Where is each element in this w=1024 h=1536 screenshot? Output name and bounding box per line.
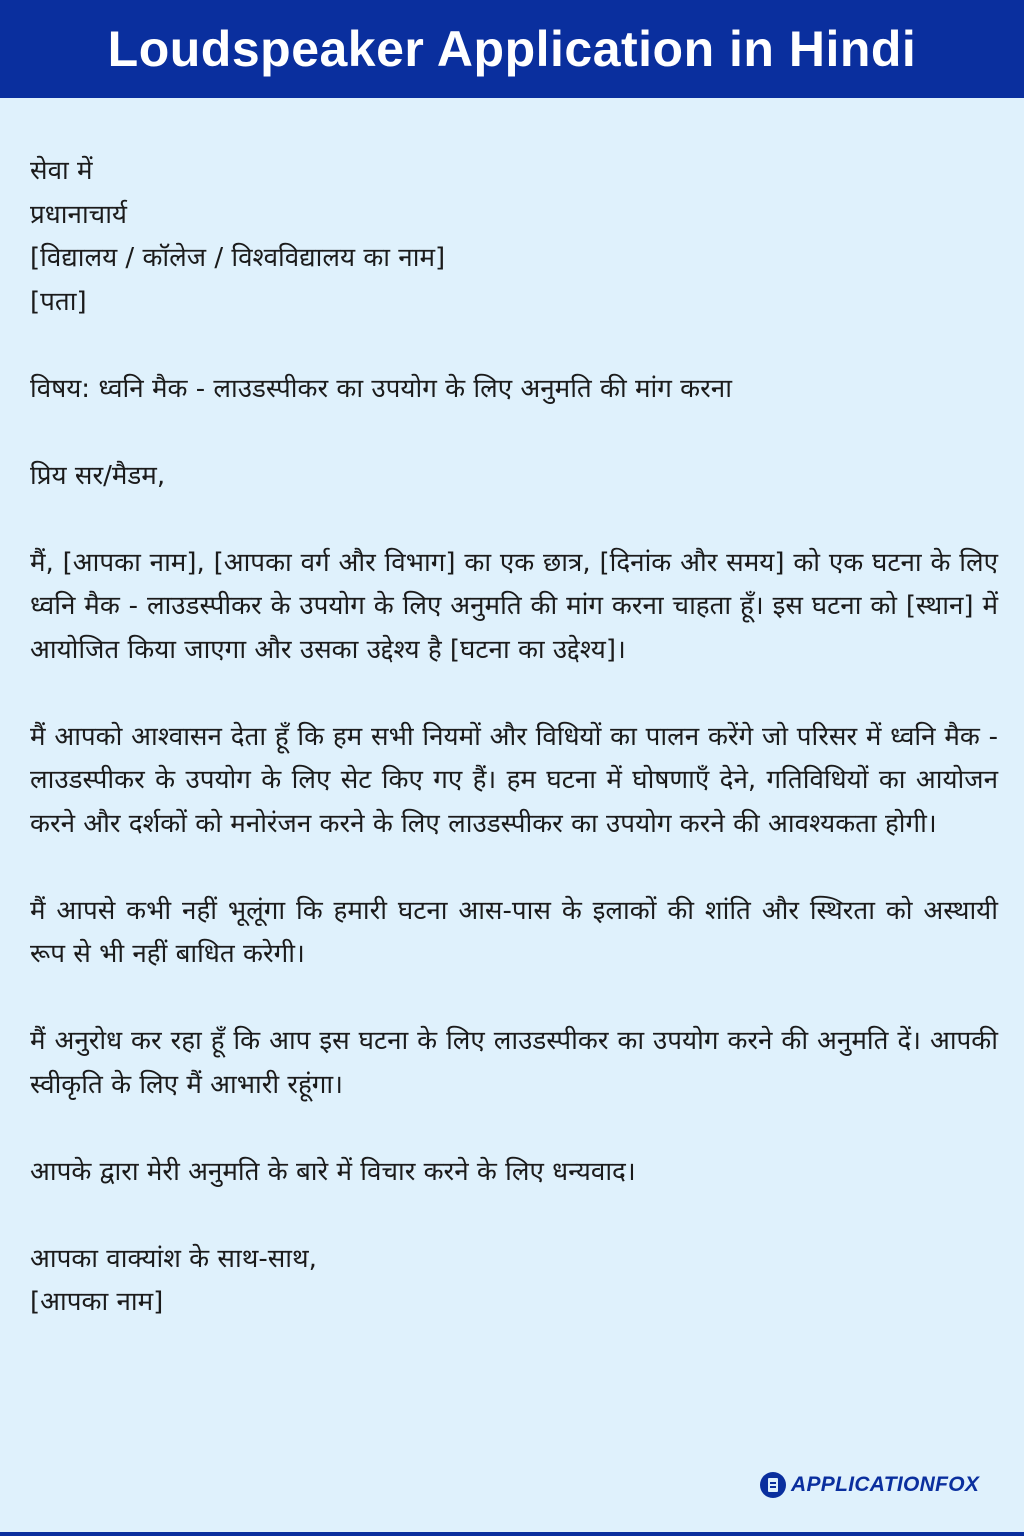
spacer — [30, 324, 998, 368]
salutation: प्रिय सर/मैडम, — [30, 460, 166, 491]
document-icon — [760, 1472, 786, 1498]
body-paragraph-request: मैं, [आपका नाम], [आपका वर्ग और विभाग] का एक छात्र, [दिनांक और समय] को एक घटना के लिए ध्वनि मैक - लाउडस्पीकर के उपयोग के लिए अनुमति की मांग करना चाहता हूँ। इस घटना को [स्थान] में आयोजित किया जाएगा और उसका उद्देश्य है [घटना का उद्देश्य]। — [30, 547, 998, 665]
address-line-designation: प्रधानाचार्य — [30, 199, 128, 230]
body-paragraph-peace: मैं आपसे कभी नहीं भूलूंगा कि हमारी घटना आस-पास के इलाकों की शांति और स्थिरता को अस्थायी रूप से भी नहीं बाधित करेगी। — [30, 895, 998, 969]
body-paragraph-appeal: मैं अनुरोध कर रहा हूँ कि आप इस घटना के लिए लाउडस्पीकर का उपयोग करने की अनुमति दें। आपकी स्वीकृति के लिए मैं आभारी रहूंगा। — [30, 1026, 998, 1100]
spacer — [30, 846, 998, 890]
closing-line: आपका वाक्यांश के साथ-साथ, — [30, 1243, 317, 1274]
body-paragraph-thanks: आपके द्वारा मेरी अनुमति के बारे में विचार करने के लिए धन्यवाद। — [30, 1156, 636, 1187]
spacer — [30, 672, 998, 716]
bottom-border — [0, 1532, 1024, 1536]
brand-name: APPLICATIONFOX — [791, 1473, 980, 1496]
spacer — [30, 498, 998, 542]
header-banner — [0, 0, 1024, 98]
spacer — [30, 411, 998, 455]
subject-line: विषय: ध्वनि मैक - लाउडस्पीकर का उपयोग के लिए अनुमति की मांग करना — [30, 373, 732, 404]
brand-logo — [760, 1470, 979, 1500]
body-paragraph-assurance: मैं आपको आश्वासन देता हूँ कि हम सभी नियमों और विधियों का पालन करेंगे जो परिसर में ध्वनि मैक - लाउडस्पीकर के उपयोग के लिए सेट किए गए हैं। हम घटना में घोषणाएँ देने, गतिविधियों का आयोजन करने और दर्शकों को मनोरंजन करने के लिए लाउडस्पीकर का उपयोग करने की आवश्यकता होगी। — [30, 721, 998, 839]
address-line-institution: [विद्यालय / कॉलेज / विश्वविद्यालय का नाम] — [30, 243, 446, 273]
spacer — [30, 977, 998, 1021]
spacer — [30, 1194, 998, 1238]
spacer — [30, 1107, 998, 1151]
address-line-recipient: सेवा में — [30, 156, 93, 186]
letter-body — [30, 150, 998, 1325]
page-title: Loudspeaker Application in Hindi — [107, 21, 917, 77]
address-line-location: [पता] — [30, 286, 87, 317]
signature-line: [आपका नाम] — [30, 1287, 164, 1317]
